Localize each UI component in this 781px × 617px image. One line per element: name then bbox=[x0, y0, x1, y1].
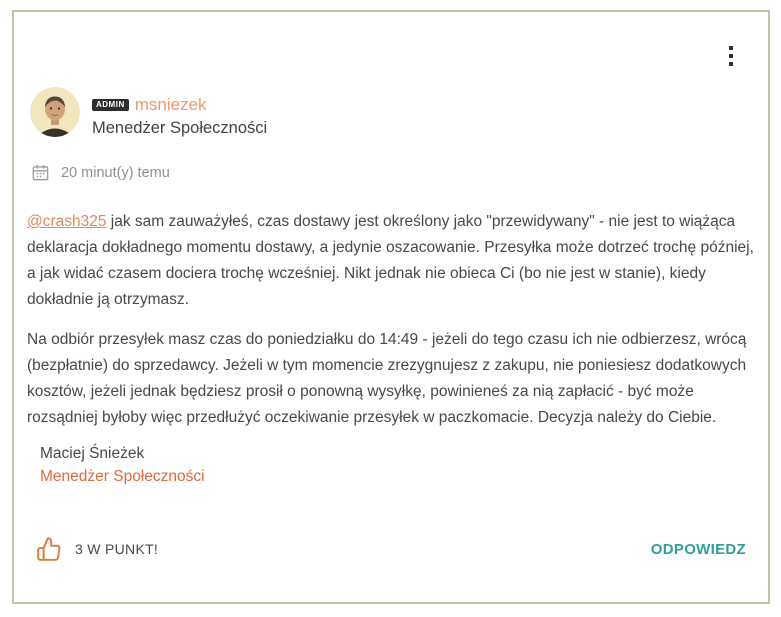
signature bbox=[27, 442, 757, 488]
thumbs-up-icon bbox=[36, 536, 62, 562]
calendar-icon bbox=[31, 163, 50, 182]
kebab-menu-icon bbox=[729, 62, 733, 66]
user-role: Menedżer Społeczności bbox=[92, 119, 268, 137]
header-texts bbox=[92, 87, 267, 138]
timestamp-text: 20 minut(y) temu bbox=[61, 164, 170, 181]
like-count-label: 3 W PUNKT! bbox=[75, 541, 159, 557]
avatar-image bbox=[30, 87, 80, 137]
signature-name: Maciej Śnieżek bbox=[40, 445, 145, 462]
like-button[interactable] bbox=[36, 536, 158, 562]
username-link[interactable]: msniezek bbox=[134, 95, 207, 114]
timestamp-row bbox=[31, 163, 170, 182]
avatar[interactable] bbox=[30, 87, 80, 137]
admin-badge: ADMIN bbox=[92, 99, 129, 111]
post-body bbox=[27, 209, 757, 488]
post-paragraph-2: Na odbiór przesyłek masz czas do poniedziałku do 14:49 - jeżeli do tego czasu ich nie odbierzesz, wrócą (bezpłatnie) do sprzedawcy. Jeżeli w tym momencie zrezygnujesz z zakupu, nie poniesiesz dodatkowych kosztów, jeżeli jednak będziesz prosił o ponowną wysyłkę, powinieneś za nią zapłacić - być może rozsądniej byłoby więc przedłużyć oczekiwanie przesyłek w paczkomacie. Decyzja należy do Ciebie. bbox=[27, 331, 747, 426]
comment-footer bbox=[36, 536, 746, 562]
paragraph-1-text: jak sam zauważyłeś, czas dostawy jest określony jako "przewidywany" - nie jest to wiążąca deklaracja dokładnego momentu dostawy, a jedynie oszacowanie. Przesyłka może dotrzeć trochę później, a jak widać czasem dociera trochę wcześniej. Nikt jednak nie obieca Ci (bo nie jest w stanie), kiedy dokładnie ją otrzymasz. bbox=[27, 213, 754, 308]
mention-link[interactable]: @crash325 bbox=[27, 213, 107, 230]
kebab-menu-button[interactable] bbox=[718, 40, 744, 72]
comment-header bbox=[30, 87, 267, 138]
kebab-menu-icon bbox=[729, 46, 733, 50]
post-paragraph-1 bbox=[27, 209, 757, 313]
reply-link[interactable]: ODPOWIEDZ bbox=[650, 540, 746, 558]
comment-card bbox=[12, 10, 770, 604]
name-row bbox=[92, 95, 267, 115]
kebab-menu-icon bbox=[729, 54, 733, 58]
signature-role: Menedżer Społeczności bbox=[40, 468, 205, 485]
